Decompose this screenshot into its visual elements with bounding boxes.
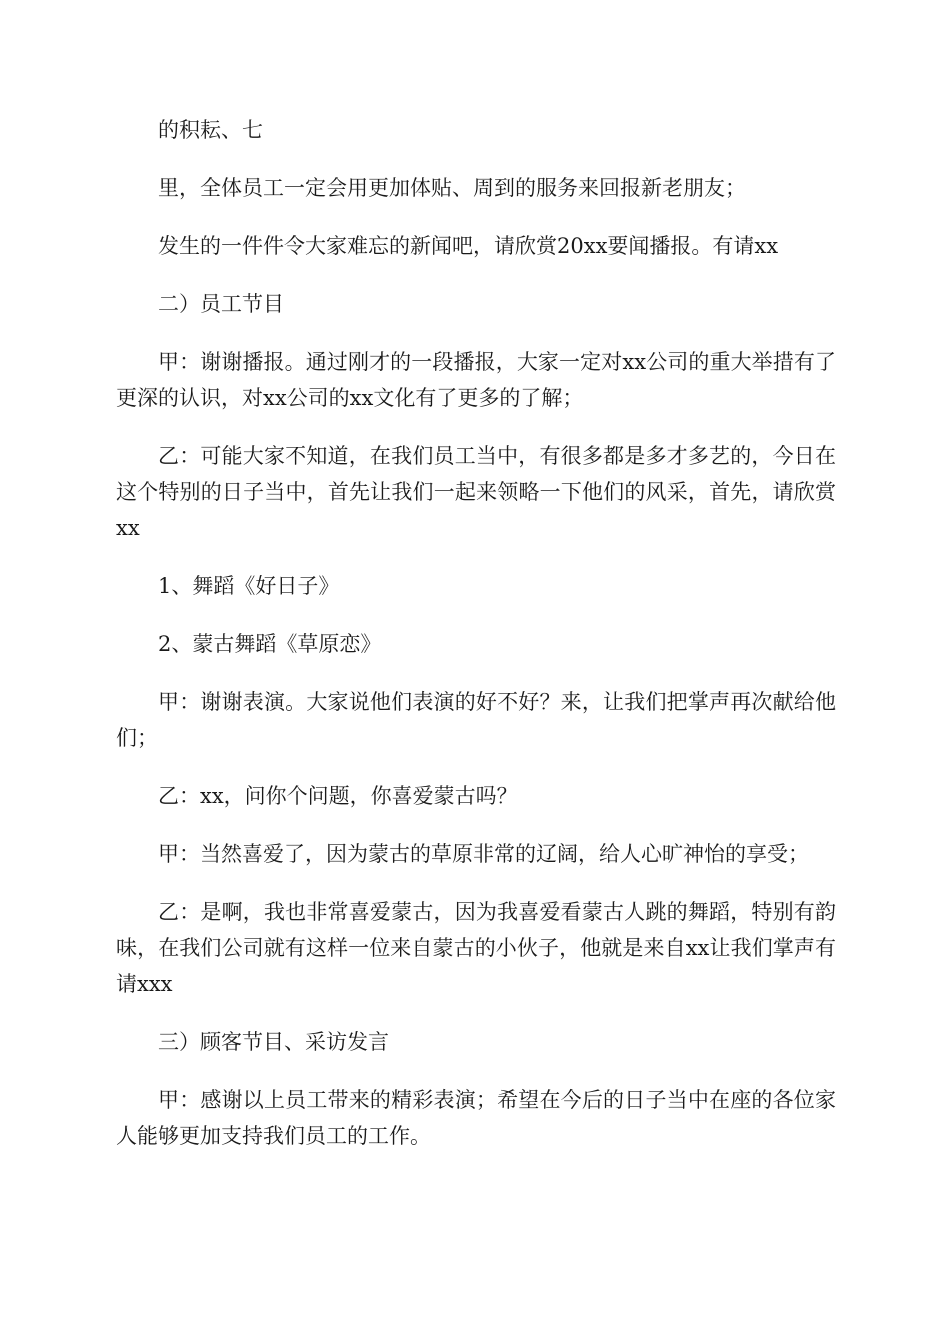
paragraph: 乙：是啊，我也非常喜爱蒙古，因为我喜爱看蒙古人跳的舞蹈，特别有韵味，在我们公司就有这样一位来自蒙古的小伙子，他就是来自xx让我们掌声有请xxx: [116, 900, 836, 996]
paragraph: 的积耘、七: [158, 118, 263, 142]
paragraph: 甲：当然喜爱了，因为蒙古的草原非常的辽阔，给人心旷神怡的享受；: [158, 842, 809, 866]
paragraph: 乙：可能大家不知道，在我们员工当中，有很多都是多才多艺的，今日在这个特别的日子当中，首先让我们一起来领略一下他们的风采，首先，请欣赏xx: [116, 444, 836, 540]
section-heading: 二）员工节目: [158, 292, 284, 316]
section-heading: 三）顾客节目、采访发言: [158, 1030, 389, 1054]
paragraph: 乙：xx，问你个问题，你喜爱蒙古吗？: [158, 784, 518, 808]
paragraph: 甲：感谢以上员工带来的精彩表演；希望在今后的日子当中在座的各位家人能够更加支持我们员工的工作。: [116, 1088, 836, 1148]
paragraph: 甲：谢谢表演。大家说他们表演的好不好？来，让我们把掌声再次献给他们；: [116, 690, 836, 750]
paragraph: 甲：谢谢播报。通过刚才的一段播报，大家一定对xx公司的重大举措有了更深的认识，对xx公司的xx文化有了更多的了解；: [116, 350, 836, 410]
paragraph: 发生的一件件令大家难忘的新闻吧，请欣赏20xx要闻播报。有请xx: [158, 234, 779, 258]
document-body: [116, 112, 836, 1176]
program-item: 1、舞蹈《好日子》: [158, 574, 340, 598]
paragraph: 里，全体员工一定会用更加体贴、周到的服务来回报新老朋友；: [158, 176, 746, 200]
program-item: 2、蒙古舞蹈《草原恋》: [158, 632, 382, 656]
